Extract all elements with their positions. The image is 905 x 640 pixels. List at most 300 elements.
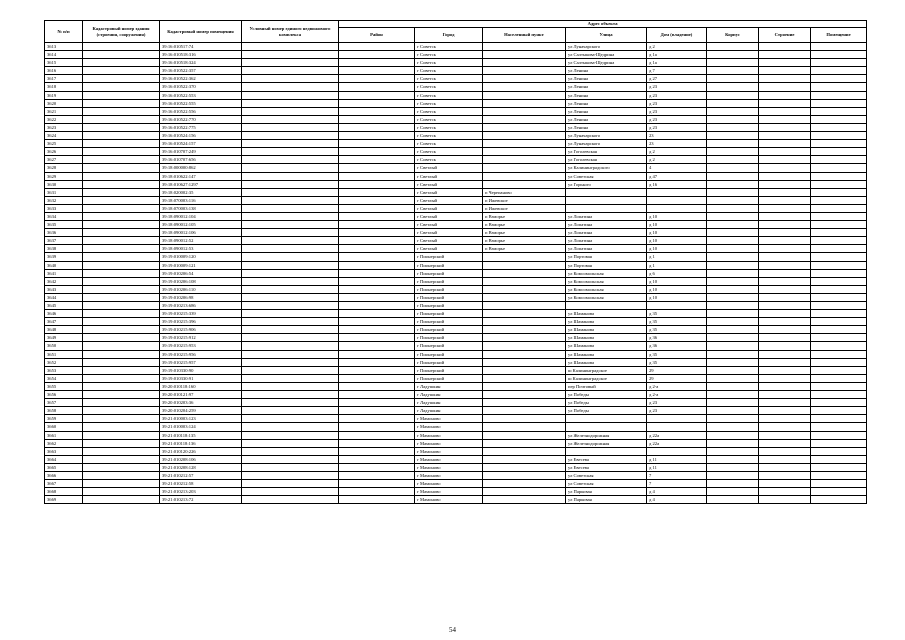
table-cell	[707, 318, 759, 326]
table-cell: ул Горького	[566, 180, 647, 188]
table-cell	[83, 447, 160, 455]
table-cell	[811, 455, 867, 463]
table-cell	[83, 358, 160, 366]
table-row	[45, 172, 867, 180]
table-cell	[759, 415, 811, 423]
table-cell	[483, 342, 566, 350]
table-cell	[811, 399, 867, 407]
table-cell: 39:21:010212:57	[160, 471, 242, 479]
table-cell	[83, 172, 160, 180]
table-cell	[811, 51, 867, 59]
table-cell: д 1а	[647, 59, 707, 67]
table-cell	[483, 51, 566, 59]
table-cell	[811, 269, 867, 277]
table-cell: ул Ленина	[566, 75, 647, 83]
table-cell: д 11	[647, 455, 707, 463]
table-cell: 39:20:010121:97	[160, 391, 242, 399]
table-cell: г Советск	[415, 140, 483, 148]
table-cell	[339, 67, 415, 75]
table-cell	[339, 334, 415, 342]
table-cell: ул Луначарского	[566, 140, 647, 148]
table-row	[45, 43, 867, 51]
table-cell: 3622	[45, 115, 83, 123]
table-cell: ул Портовая	[566, 261, 647, 269]
table-cell	[83, 99, 160, 107]
table-row	[45, 350, 867, 358]
table-cell: г Мамоново	[415, 415, 483, 423]
table-cell	[759, 285, 811, 293]
table-cell: 3644	[45, 293, 83, 301]
table-row	[45, 431, 867, 439]
table-cell	[242, 293, 339, 301]
table-cell: д 10	[647, 245, 707, 253]
table-cell: 39:21:010212:58	[160, 480, 242, 488]
table-cell: д 10	[647, 221, 707, 229]
table-cell	[83, 269, 160, 277]
table-cell	[811, 431, 867, 439]
table-cell	[759, 488, 811, 496]
table-cell	[83, 407, 160, 415]
table-cell	[759, 67, 811, 75]
table-cell	[647, 188, 707, 196]
table-cell	[483, 310, 566, 318]
table-cell: ул Лопатина	[566, 229, 647, 237]
table-cell: 3667	[45, 480, 83, 488]
table-cell	[339, 310, 415, 318]
table-cell	[483, 261, 566, 269]
table-cell	[339, 237, 415, 245]
table-cell	[811, 123, 867, 131]
table-cell	[242, 399, 339, 407]
table-cell: 39:21:010003:123	[160, 415, 242, 423]
table-cell	[339, 423, 415, 431]
table-cell	[759, 350, 811, 358]
table-cell: 3649	[45, 334, 83, 342]
table-row	[45, 318, 867, 326]
table-cell: г Пионерский	[415, 326, 483, 334]
table-cell: 39:21:010208:106	[160, 455, 242, 463]
table-cell	[242, 164, 339, 172]
table-cell: ул Победы	[566, 399, 647, 407]
table-cell: ш Калининградское	[566, 374, 647, 382]
table-cell	[339, 115, 415, 123]
table-cell	[647, 196, 707, 204]
table-cell	[339, 164, 415, 172]
table-row	[45, 463, 867, 471]
table-cell: г Советск	[415, 115, 483, 123]
table-cell	[759, 277, 811, 285]
table-cell	[759, 180, 811, 188]
table-cell	[242, 326, 339, 334]
table-cell: д 35	[647, 350, 707, 358]
table-cell: г Светлый	[415, 245, 483, 253]
table-cell	[566, 415, 647, 423]
table-cell: 39:16:010518:316	[160, 51, 242, 59]
table-cell: д 1	[647, 253, 707, 261]
table-cell: ул Шаманова	[566, 358, 647, 366]
table-row	[45, 75, 867, 83]
table-cell: 39:21:010120:226	[160, 447, 242, 455]
table-cell	[339, 431, 415, 439]
table-cell	[759, 439, 811, 447]
table-cell: 3626	[45, 148, 83, 156]
table-cell	[811, 148, 867, 156]
table-cell: 39:18:070003:138	[160, 204, 242, 212]
table-cell: 39:19:010215:906	[160, 326, 242, 334]
table-cell: ул Победы	[566, 407, 647, 415]
table-cell	[83, 439, 160, 447]
table-cell	[707, 399, 759, 407]
table-cell: д 4	[647, 496, 707, 504]
table-cell	[759, 204, 811, 212]
table-cell	[759, 164, 811, 172]
table-cell	[811, 237, 867, 245]
table-row	[45, 415, 867, 423]
table-cell	[759, 229, 811, 237]
table-cell	[339, 83, 415, 91]
table-cell	[759, 156, 811, 164]
table-cell	[339, 382, 415, 390]
table-cell: г Советск	[415, 83, 483, 91]
table-cell: 3630	[45, 180, 83, 188]
table-cell: ул Парковая	[566, 488, 647, 496]
table-row	[45, 132, 867, 140]
table-cell	[759, 253, 811, 261]
table-cell: д 2	[647, 148, 707, 156]
table-cell	[811, 374, 867, 382]
table-cell	[759, 148, 811, 156]
table-cell: г Советск	[415, 75, 483, 83]
table-cell: 39:16:010524:157	[160, 140, 242, 148]
table-row	[45, 471, 867, 479]
table-row	[45, 439, 867, 447]
table-cell	[83, 132, 160, 140]
registry-sheet	[44, 20, 866, 504]
table-row	[45, 261, 867, 269]
table-cell	[759, 471, 811, 479]
table-row	[45, 115, 867, 123]
table-cell: ул Парковая	[566, 496, 647, 504]
table-cell: 3658	[45, 407, 83, 415]
table-row	[45, 358, 867, 366]
table-cell: 3642	[45, 277, 83, 285]
table-cell	[339, 180, 415, 188]
table-cell: 39:19:010215:956	[160, 350, 242, 358]
table-cell: 39:19:010215:912	[160, 334, 242, 342]
table-cell: г Советск	[415, 59, 483, 67]
table-cell: 39:19:010206:108	[160, 277, 242, 285]
table-cell: 39:19:010215:339	[160, 310, 242, 318]
table-cell: 39:19:010330:91	[160, 374, 242, 382]
table-row	[45, 326, 867, 334]
table-cell	[811, 342, 867, 350]
table-cell: ул Железнодорожная	[566, 439, 647, 447]
table-cell	[242, 188, 339, 196]
table-row	[45, 180, 867, 188]
table-row	[45, 164, 867, 172]
table-cell	[339, 204, 415, 212]
table-cell: г Светлый	[415, 204, 483, 212]
table-cell: 3663	[45, 447, 83, 455]
table-cell: 3669	[45, 496, 83, 504]
table-cell	[339, 229, 415, 237]
table-cell	[242, 463, 339, 471]
table-cell: д 23	[647, 407, 707, 415]
table-cell	[759, 302, 811, 310]
table-row	[45, 496, 867, 504]
table-cell: г Мамоново	[415, 431, 483, 439]
table-cell	[759, 59, 811, 67]
table-cell	[811, 277, 867, 285]
table-cell: ул Шаманова	[566, 310, 647, 318]
table-cell	[759, 196, 811, 204]
table-cell	[483, 164, 566, 172]
table-cell	[483, 285, 566, 293]
table-cell	[707, 358, 759, 366]
table-cell	[707, 91, 759, 99]
table-cell	[483, 43, 566, 51]
table-row	[45, 107, 867, 115]
table-cell	[483, 391, 566, 399]
table-cell	[707, 342, 759, 350]
table-cell	[83, 471, 160, 479]
table-cell: 39:18:090012:104	[160, 212, 242, 220]
table-cell	[83, 204, 160, 212]
table-cell: 39:16:010517:74	[160, 43, 242, 51]
table-cell	[759, 342, 811, 350]
table-cell	[707, 310, 759, 318]
table-cell: д 22а	[647, 431, 707, 439]
table-cell	[707, 237, 759, 245]
table-cell: 39:18:090012:106	[160, 229, 242, 237]
table-cell: ул Комсомольская	[566, 293, 647, 301]
table-cell	[811, 245, 867, 253]
table-cell: 23	[647, 140, 707, 148]
table-row	[45, 156, 867, 164]
table-cell	[811, 196, 867, 204]
table-row	[45, 366, 867, 374]
table-cell	[811, 107, 867, 115]
table-cell	[242, 374, 339, 382]
col-num: № п/п	[45, 21, 83, 43]
table-cell	[242, 496, 339, 504]
table-cell	[707, 463, 759, 471]
col-cad-premises: Кадастровый номер помещения	[160, 21, 242, 43]
table-cell	[811, 310, 867, 318]
table-cell: д 1	[647, 261, 707, 269]
table-cell	[647, 415, 707, 423]
table-cell	[759, 75, 811, 83]
table-cell: г Светлый	[415, 212, 483, 220]
table-cell: ул Советская	[566, 480, 647, 488]
table-cell	[242, 382, 339, 390]
table-cell: 3656	[45, 391, 83, 399]
table-cell	[707, 471, 759, 479]
table-cell	[759, 463, 811, 471]
table-cell	[83, 43, 160, 51]
table-cell: 39:16:010522:556	[160, 107, 242, 115]
table-cell	[83, 423, 160, 431]
col-cad-building: Кадастровый номер здания (строения, сооружения)	[83, 21, 160, 43]
table-cell	[483, 431, 566, 439]
table-cell	[759, 107, 811, 115]
table-cell	[339, 350, 415, 358]
table-cell: ул Комсомольская	[566, 285, 647, 293]
table-cell	[707, 480, 759, 488]
table-cell	[242, 302, 339, 310]
table-cell	[759, 366, 811, 374]
table-cell	[339, 399, 415, 407]
table-cell: 3657	[45, 399, 83, 407]
table-cell	[483, 132, 566, 140]
table-cell	[483, 350, 566, 358]
table-cell	[483, 439, 566, 447]
table-cell	[83, 334, 160, 342]
table-cell: 3634	[45, 212, 83, 220]
table-cell: д 35	[647, 358, 707, 366]
table-row	[45, 212, 867, 220]
table-cell	[339, 132, 415, 140]
table-cell	[811, 391, 867, 399]
table-cell: ул Гоголевская	[566, 148, 647, 156]
table-cell	[339, 221, 415, 229]
table-cell: 39:16:010522:770	[160, 115, 242, 123]
table-cell	[759, 91, 811, 99]
table-cell: 39:19:010206:54	[160, 269, 242, 277]
table-cell: 3662	[45, 439, 83, 447]
table-cell: 3617	[45, 75, 83, 83]
table-cell	[339, 391, 415, 399]
table-cell: д 23	[647, 123, 707, 131]
table-cell	[707, 212, 759, 220]
table-cell: 39:21:010118:135	[160, 431, 242, 439]
table-cell	[759, 99, 811, 107]
table-cell	[811, 334, 867, 342]
table-cell	[339, 107, 415, 115]
table-cell	[483, 67, 566, 75]
table-cell	[339, 261, 415, 269]
table-cell: п Черепаново	[483, 188, 566, 196]
table-cell	[707, 326, 759, 334]
table-cell: ул Портовая	[566, 253, 647, 261]
table-cell	[707, 221, 759, 229]
table-cell: 3639	[45, 253, 83, 261]
table-cell	[483, 75, 566, 83]
table-cell: г Светлый	[415, 188, 483, 196]
table-cell	[759, 318, 811, 326]
table-cell	[242, 439, 339, 447]
table-cell	[242, 196, 339, 204]
table-cell: г Советск	[415, 99, 483, 107]
table-row	[45, 310, 867, 318]
table-cell: 39:18:090012:105	[160, 221, 242, 229]
table-cell	[242, 350, 339, 358]
table-cell	[483, 358, 566, 366]
table-row	[45, 391, 867, 399]
table-cell	[242, 342, 339, 350]
table-cell: г Советск	[415, 51, 483, 59]
table-cell	[707, 334, 759, 342]
table-header	[45, 21, 867, 43]
table-cell: 3664	[45, 455, 83, 463]
table-cell	[759, 382, 811, 390]
table-cell: д 22а	[647, 439, 707, 447]
table-cell	[707, 431, 759, 439]
table-cell: 3654	[45, 374, 83, 382]
table-cell: г Светлый	[415, 180, 483, 188]
table-cell	[759, 132, 811, 140]
table-cell	[339, 455, 415, 463]
table-cell: 39:18:090012:52	[160, 237, 242, 245]
table-cell: 39:20:010204:259	[160, 407, 242, 415]
col-korpus: Корпус	[707, 28, 759, 43]
table-cell: г Пионерский	[415, 374, 483, 382]
table-cell: 3632	[45, 196, 83, 204]
table-cell: г Советск	[415, 132, 483, 140]
table-cell	[339, 245, 415, 253]
table-cell: п Взморье	[483, 245, 566, 253]
table-cell: 39:20:010203:36	[160, 399, 242, 407]
table-cell	[707, 229, 759, 237]
table-cell	[83, 237, 160, 245]
table-cell	[707, 423, 759, 431]
table-row	[45, 374, 867, 382]
table-cell	[242, 269, 339, 277]
table-cell	[811, 496, 867, 504]
table-cell	[242, 107, 339, 115]
object-register-table	[44, 20, 867, 504]
table-cell	[811, 172, 867, 180]
table-cell: д 2-а	[647, 391, 707, 399]
table-cell: 39:18:000000:862	[160, 164, 242, 172]
table-cell	[707, 455, 759, 463]
table-cell	[707, 447, 759, 455]
table-cell: 3647	[45, 318, 83, 326]
table-cell	[83, 212, 160, 220]
table-cell	[242, 180, 339, 188]
table-cell	[339, 285, 415, 293]
table-cell: д 4	[647, 488, 707, 496]
table-cell: г Советск	[415, 43, 483, 51]
table-cell	[83, 180, 160, 188]
table-cell	[83, 326, 160, 334]
table-row	[45, 399, 867, 407]
table-cell: д 2-а	[647, 382, 707, 390]
table-cell	[566, 188, 647, 196]
table-cell	[242, 51, 339, 59]
table-cell	[707, 382, 759, 390]
table-cell: ул Луначарского	[566, 132, 647, 140]
table-cell: 3628	[45, 164, 83, 172]
table-cell	[339, 140, 415, 148]
table-cell: 39:21:010003:124	[160, 423, 242, 431]
table-cell: г Пионерский	[415, 302, 483, 310]
table-cell: г Советск	[415, 91, 483, 99]
table-cell	[811, 221, 867, 229]
table-cell	[811, 43, 867, 51]
table-cell	[647, 423, 707, 431]
table-cell	[811, 471, 867, 479]
table-cell: д 2	[647, 43, 707, 51]
table-row	[45, 196, 867, 204]
table-cell	[759, 140, 811, 148]
table-cell: ул Салтыкова-Щедрина	[566, 59, 647, 67]
table-cell	[759, 269, 811, 277]
table-cell: ул Комсомольская	[566, 269, 647, 277]
table-cell	[83, 261, 160, 269]
table-cell	[242, 148, 339, 156]
table-cell	[707, 366, 759, 374]
